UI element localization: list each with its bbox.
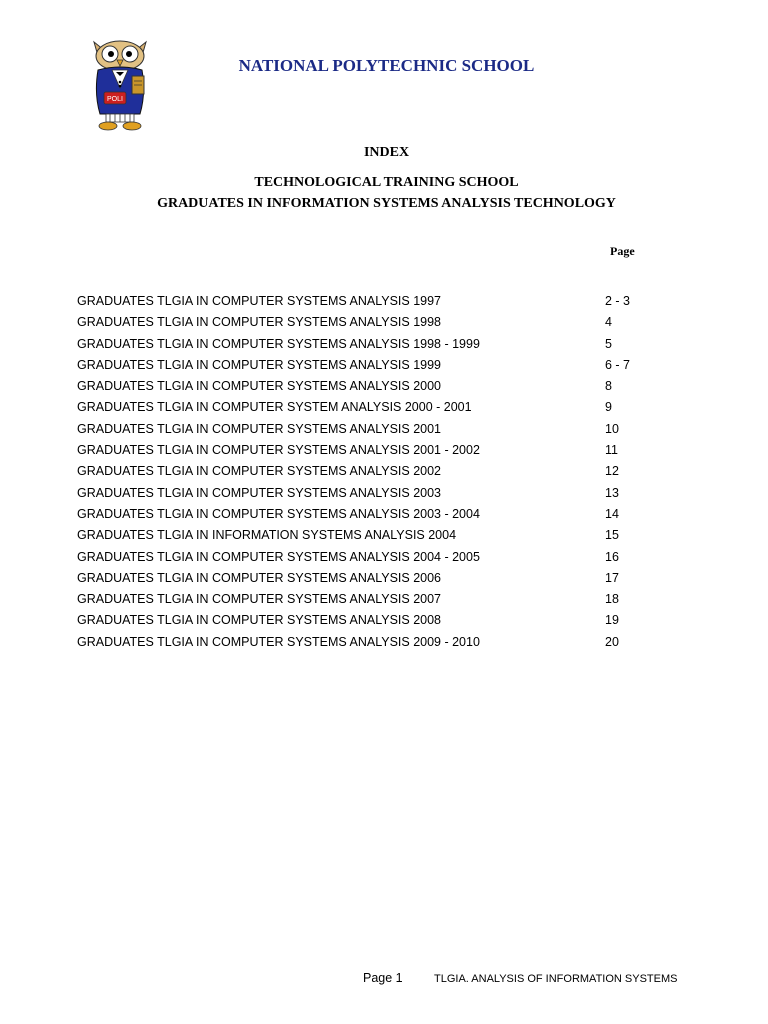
footer-page-number: Page 1 [363, 971, 403, 985]
toc-entry-page: 11 [605, 443, 618, 458]
toc-entry-title: GRADUATES TLGIA IN COMPUTER SYSTEMS ANALYSIS 2008 [77, 613, 441, 628]
toc-entry-title: GRADUATES TLGIA IN COMPUTER SYSTEMS ANALYSIS 2009 - 2010 [77, 634, 480, 649]
toc-entry-title: GRADUATES TLGIA IN COMPUTER SYSTEMS ANALYSIS 2006 [77, 570, 441, 585]
owl-mascot-icon [88, 36, 154, 132]
school-title: NATIONAL POLYTECHNIC SCHOOL [238, 56, 535, 75]
toc-entry-page: 12 [605, 464, 619, 479]
toc-entry-page: 17 [605, 570, 619, 585]
subtitle-school: TECHNOLOGICAL TRAINING SCHOOL [254, 175, 519, 190]
toc-entry-title: GRADUATES TLGIA IN COMPUTER SYSTEMS ANALYSIS 2007 [77, 592, 441, 607]
footer-title: TLGIA. ANALYSIS OF INFORMATION SYSTEMS [434, 973, 678, 985]
toc-entry-title: GRADUATES TLGIA IN COMPUTER SYSTEM ANALYSIS 2000 - 2001 [77, 400, 472, 415]
subtitle-program: GRADUATES IN INFORMATION SYSTEMS ANALYSIS TECHNOLOGY [157, 196, 616, 211]
index-heading: INDEX [363, 145, 410, 160]
toc-entry-page: 15 [605, 528, 619, 543]
toc-entry-title: GRADUATES TLGIA IN COMPUTER SYSTEMS ANALYSIS 2002 [77, 464, 441, 479]
toc-entry-page: 18 [605, 592, 619, 607]
toc-entry [77, 293, 677, 314]
toc-entry-page: 13 [605, 485, 619, 500]
toc-entry-title: GRADUATES TLGIA IN COMPUTER SYSTEMS ANALYSIS 2001 [77, 421, 441, 436]
toc-entry-page: 16 [605, 549, 619, 564]
toc-entry [77, 485, 677, 506]
toc-entry-title: GRADUATES TLGIA IN COMPUTER SYSTEMS ANALYSIS 1997 [77, 294, 441, 308]
toc-entry-title: GRADUATES TLGIA IN COMPUTER SYSTEMS ANALYSIS 2003 - 2004 [77, 506, 480, 521]
toc-entry-page: 4 [605, 315, 612, 330]
toc-entry-page: 2 - 3 [605, 294, 631, 308]
toc-entry [77, 314, 677, 335]
toc-entry [77, 421, 677, 442]
toc-entry-page: 8 [605, 379, 612, 394]
toc-entry [77, 527, 677, 548]
toc-entry-title: GRADUATES TLGIA IN COMPUTER SYSTEMS ANALYSIS 1998 - 1999 [77, 336, 480, 351]
toc-entry-page: 14 [605, 506, 619, 521]
toc-entry-page: 9 [605, 400, 612, 415]
toc-entry [77, 378, 677, 399]
toc-entry-page: 20 [605, 634, 619, 649]
toc-entry-page: 6 - 7 [605, 357, 631, 372]
toc-entry-title: GRADUATES TLGIA IN COMPUTER SYSTEMS ANALYSIS 1999 [77, 357, 441, 372]
toc-entry-title: GRADUATES TLGIA IN COMPUTER SYSTEMS ANALYSIS 2001 - 2002 [77, 443, 480, 458]
toc-entry-page: 10 [605, 421, 619, 436]
toc-entry-title: GRADUATES TLGIA IN INFORMATION SYSTEMS ANALYSIS 2004 [77, 528, 457, 543]
toc-entry-page: 19 [605, 613, 619, 628]
toc-entry [77, 399, 677, 420]
toc-entry [77, 634, 677, 655]
toc-entry-title: GRADUATES TLGIA IN COMPUTER SYSTEMS ANALYSIS 2004 - 2005 [77, 549, 480, 564]
toc-entry [77, 506, 677, 527]
table-of-contents [77, 293, 677, 655]
toc-entry [77, 357, 677, 378]
toc-entry-title: GRADUATES TLGIA IN COMPUTER SYSTEMS ANALYSIS 2003 [77, 485, 441, 500]
svg-text:POLI: POLI [107, 96, 123, 103]
toc-entry [77, 336, 677, 357]
toc-entry [77, 549, 677, 570]
toc-entry [77, 442, 677, 463]
toc-entry-title: GRADUATES TLGIA IN COMPUTER SYSTEMS ANALYSIS 2000 [77, 379, 441, 394]
toc-entry-title: GRADUATES TLGIA IN COMPUTER SYSTEMS ANALYSIS 1998 [77, 315, 441, 330]
page-column-header: Page [610, 244, 635, 258]
toc-entry [77, 570, 677, 591]
toc-entry [77, 463, 677, 484]
toc-entry-page: 5 [605, 336, 612, 351]
toc-entry [77, 591, 677, 612]
toc-entry [77, 612, 677, 633]
